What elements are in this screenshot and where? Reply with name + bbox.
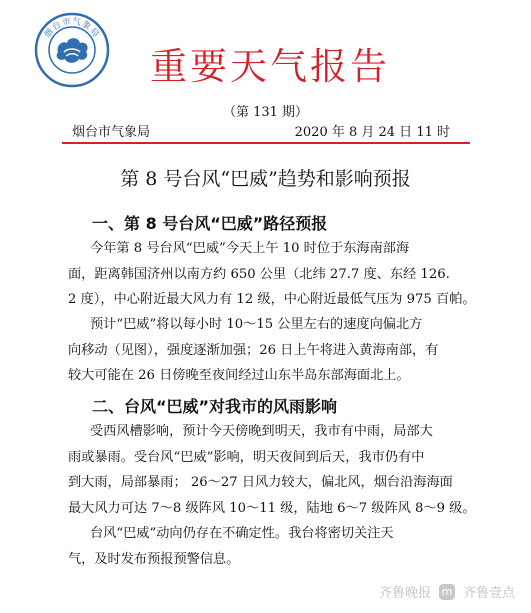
report-type-title: 重要天气报告: [150, 45, 390, 88]
meta-row: [72, 121, 450, 140]
paragraph-line: 最大风力可达 7～8 级阵风 10～11 级，陆地 6～7 级阵风 8～9 级。: [68, 500, 476, 516]
paragraph-line: 受西风槽影响，预计今天傍晚到明天，我市有中雨，局部大: [90, 424, 433, 439]
meteorological-bureau-logo: [34, 12, 110, 88]
paragraph-line: 气，及时发布预报预警信息。: [68, 551, 240, 567]
source-watermark: [379, 582, 515, 601]
paragraph-line: 向移动（见图），强度逐渐加强；26 日上午将进入黄海南部，有: [68, 342, 439, 358]
paragraph-uncertainty-notice: [68, 521, 474, 572]
issue-number: （第 131 期）: [222, 105, 309, 120]
logo-emblem-icon: [34, 12, 110, 88]
paragraph-line: 到大雨，局部暴雨； 26～27 日风力较大，偏北风，烟台沿海海面: [68, 475, 453, 490]
watermark-right-text: 齐鲁壹点: [462, 586, 515, 601]
section-heading-path-forecast: 一、第 8 号台风“巴威”路径预报: [92, 214, 328, 233]
paragraph-typhoon-position: [68, 236, 474, 313]
paragraph-movement-forecast: [68, 312, 474, 389]
paragraph-line: 今年第 8 号台风“巴威”今天上午 10 时位于东海南部海: [90, 241, 410, 256]
paragraph-line: 较大可能在 26 日傍晚至夜间经过山东半岛东部海面北上。: [68, 368, 410, 383]
paragraph-line: 台风“巴威”动向仍存在不确定性。我台将密切关注天: [90, 526, 394, 541]
issuing-organization: 烟台市气象局: [72, 125, 151, 140]
issue-datetime: 2020 年 8 月 24 日 11 时: [294, 125, 450, 140]
document-title: 第 8 号台风“巴威”趋势和影响预报: [120, 168, 411, 190]
paragraph-line: 面，距离韩国济州以南方约 650 公里（北纬 27.7 度、东经 126.: [68, 266, 450, 282]
paragraph-line: 2 度），中心附近最大风力有 12 级，中心附近最低气压为 975 百帕。: [68, 292, 476, 307]
section-heading-wind-rain-impact: 二、台风“巴威”对我市的风雨影响: [92, 397, 338, 416]
paragraph-wind-rain-forecast: [68, 419, 474, 521]
header-divider: [62, 142, 470, 144]
watermark-badge-icon: m: [439, 584, 455, 600]
watermark-left-text: 齐鲁晚报: [378, 586, 431, 601]
logo-ring-text: 烟台市气象局: [42, 16, 102, 40]
paragraph-line: 预计“巴威”将以每小时 10～15 公里左右的速度向偏北方: [90, 317, 423, 332]
paragraph-line: 雨或暴雨。受台风“巴威”影响，明天夜间到后天，我市仍有中: [68, 449, 425, 465]
